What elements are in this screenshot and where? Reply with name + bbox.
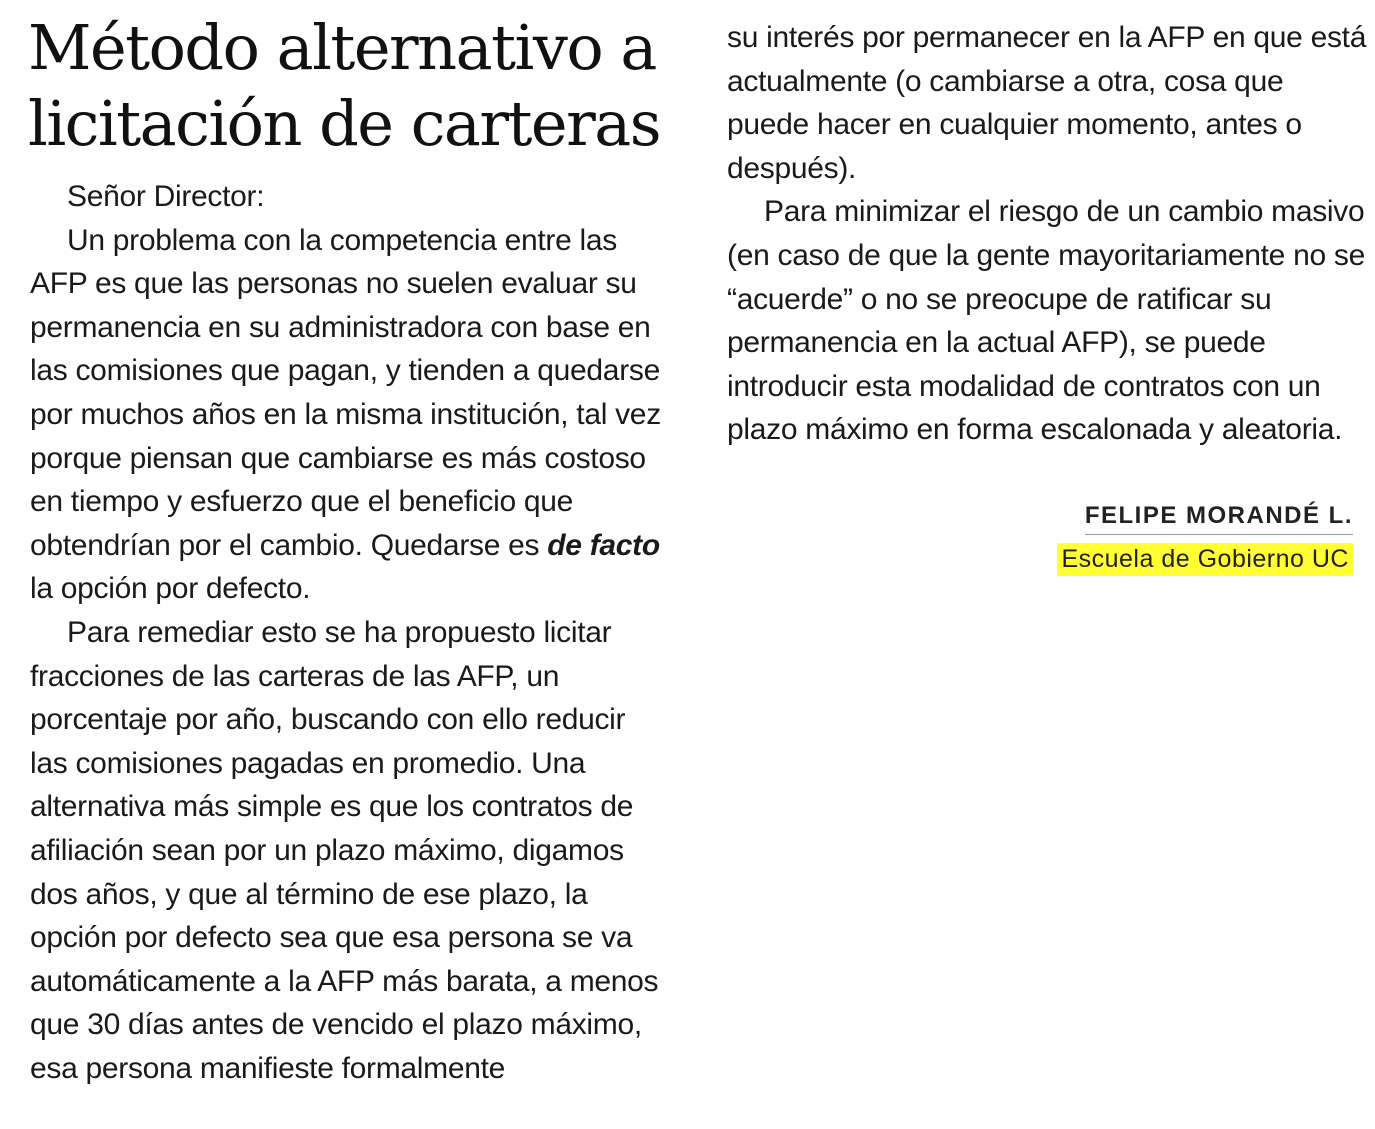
author-affiliation: Escuela de Gobierno UC (1057, 543, 1353, 576)
paragraph-2: Para remediar esto se ha propuesto licitar fracciones de las carteras de las AFP, un porcentaje por año, buscando con ello reducir las comisiones pagadas en promedio. Una alternativa más simple es que los contratos de afiliación sean por un plazo máximo, digamos dos años, y que al término de ese plazo, la opción por defecto sea que esa persona se va automáticamente a la AFP más barata, a menos que 30 días antes de vencido el plazo máximo, esa persona manifieste formalmente (30, 615, 659, 1085)
left-column (30, 175, 670, 1090)
paragraph-1-end: la opción por defecto. (30, 572, 311, 606)
emphasis-de-facto: de facto (547, 528, 660, 562)
salutation: Señor Director: (67, 180, 265, 213)
paragraph-1-text: Un problema con la competencia entre las AFP es que las personas no suelen evaluar su permanencia en su administradora con base en las comisiones que pagan, y tienden a quedarse por muchos años en la misma institución, tal vez porque piensan que cambiarse es más costoso en tiempo y esfuerzo que el beneficio que obtendrían por el cambio. Quedarse es (30, 223, 661, 562)
right-column (727, 16, 1367, 452)
paragraph-1 (30, 219, 670, 611)
author-name: FELIPE MORANDÉ L. (1085, 502, 1353, 535)
paragraph-2-continued: su interés por permanecer en la AFP en que está actualmente (o cambiarse a otra, cosa que puede hacer en cualquier momento, antes o después). (727, 21, 1367, 185)
signature-block (1057, 502, 1353, 576)
article-headline: Método alternativo a licitación de carteras (28, 11, 661, 160)
affiliation-row (1057, 543, 1353, 576)
paragraph-3: Para minimizar el riesgo de un cambio masivo (en caso de que la gente mayoritariamente no se “acuerde” o no se preocupe de ratificar su permanencia en la actual AFP), se puede introducir esta modalidad de contratos con un plazo máximo en forma escalonada y aleatoria. (727, 195, 1365, 447)
